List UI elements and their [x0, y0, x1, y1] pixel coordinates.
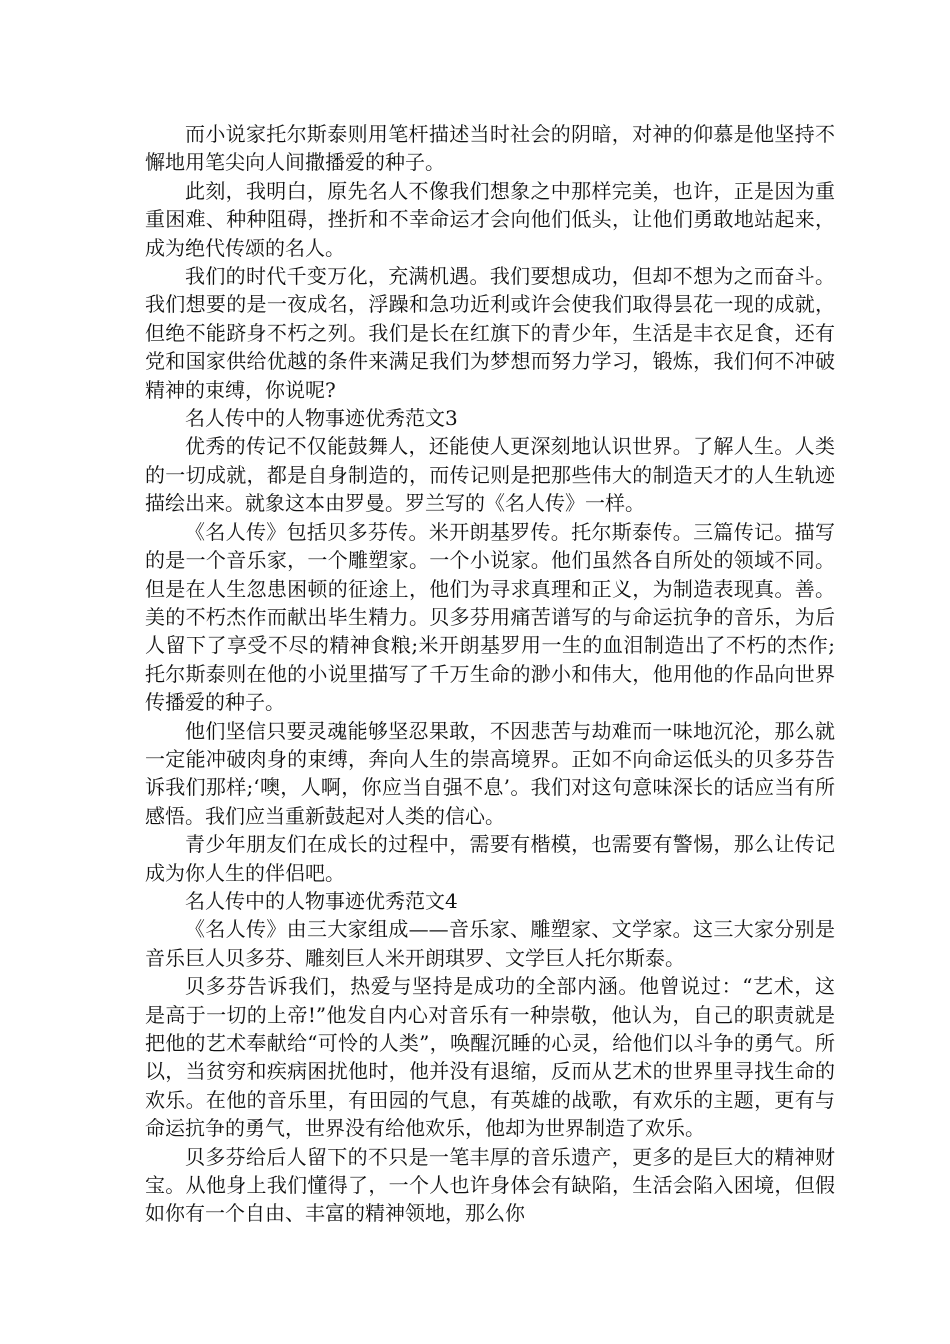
paragraph: 《名人传》由三大家组成——音乐家、雕塑家、文学家。这三大家分别是音乐巨人贝多芬、雕刻巨人米开朗琪罗、文学巨人托尔斯泰。 — [145, 917, 835, 970]
paragraph: 贝多芬告诉我们，热爱与坚持是成功的全部内涵。他曾说过：“艺术，这是高于一切的上帝!”他发自内心对音乐有一种崇敬，他认为，自己的职责就是把他的艺术奉献给“可怜的人类”，唤醒沉睡的心灵，给他们以斗争的勇气。所以，当贫穷和疾病困扰他时，他并没有退缩，反而从艺术的世界里寻找生命的欢乐。在他的音乐里，有田园的气息，有英雄的战歌，有欢乐的主题，更有与命运抗争的勇气，世界没有给他欢乐，他却为世界制造了欢乐。 — [145, 974, 835, 1141]
paragraph: 我们的时代千变万化，充满机遇。我们要想成功，但却不想为之而奋斗。我们想要的是一夜成名，浮躁和急功近利或许会使我们取得昙花一现的成就，但绝不能跻身不朽之列。我们是长在红旗下的青少年，生活是丰衣足食，还有党和国家供给优越的条件来满足我们为梦想而努力学习，锻炼，我们何不冲破精神的束缚，你说呢? — [145, 264, 835, 402]
section-heading: 名人传中的人物事迹优秀范文3 — [185, 406, 458, 431]
paragraph: 贝多芬给后人留下的不只是一笔丰厚的音乐遗产，更多的是巨大的精神财宝。从他身上我们懂得了，一个人也许身体会有缺陷，生活会陷入困境，但假如你有一个自由、丰富的精神领地，那么你 — [145, 1144, 835, 1226]
paragraph: 青少年朋友们在成长的过程中，需要有楷模，也需要有警惕，那么让传记成为你人生的伴侣吧。 — [145, 832, 835, 885]
paragraph: 此刻，我明白，原先名人不像我们想象之中那样完美，也许，正是因为重重困难、种种阻碍，挫折和不幸命运才会向他们低头，让他们勇敢地站起来，成为绝代传颂的名人。 — [145, 178, 835, 260]
paragraph: 他们坚信只要灵魂能够坚忍果敢，不因悲苦与劫难而一味地沉沦，那么就一定能冲破肉身的束缚，奔向人生的崇高境界。正如不向命运低头的贝多芬告诉我们那样;‘噢，人啊，你应当自强不息’。我们对这句意味深长的话应当有所感悟。我们应当重新鼓起对人类的信心。 — [145, 718, 835, 828]
document-page — [145, 120, 835, 1228]
paragraph: 优秀的传记不仅能鼓舞人，还能使人更深刻地认识世界。了解人生。人类的一切成就，都是自身制造的，而传记则是把那些伟大的制造天才的人生轨迹描绘出来。就象这本由罗曼。罗兰写的《名人传》一样。 — [145, 434, 835, 516]
paragraph: 而小说家托尔斯泰则用笔杆描述当时社会的阴暗，对神的仰慕是他坚持不懈地用笔尖向人间撒播爱的种子。 — [145, 122, 835, 175]
paragraph: 《名人传》包括贝多芬传。米开朗基罗传。托尔斯泰传。三篇传记。描写的是一个音乐家，一个雕塑家。一个小说家。他们虽然各自所处的领域不同。但是在人生忽患困顿的征途上，他们为寻求真理和正义，为制造表现真。善。美的不朽杰作而献出毕生精力。贝多芬用痛苦谱写的与命运抗争的音乐，为后人留下了享受不尽的精神食粮;米开朗基罗用一生的血泪制造出了不朽的杰作;托尔斯泰则在他的小说里描写了千万生命的渺小和伟大，他用他的作品向世界传播爱的种子。 — [145, 519, 835, 715]
section-heading: 名人传中的人物事迹优秀范文4 — [185, 888, 458, 913]
